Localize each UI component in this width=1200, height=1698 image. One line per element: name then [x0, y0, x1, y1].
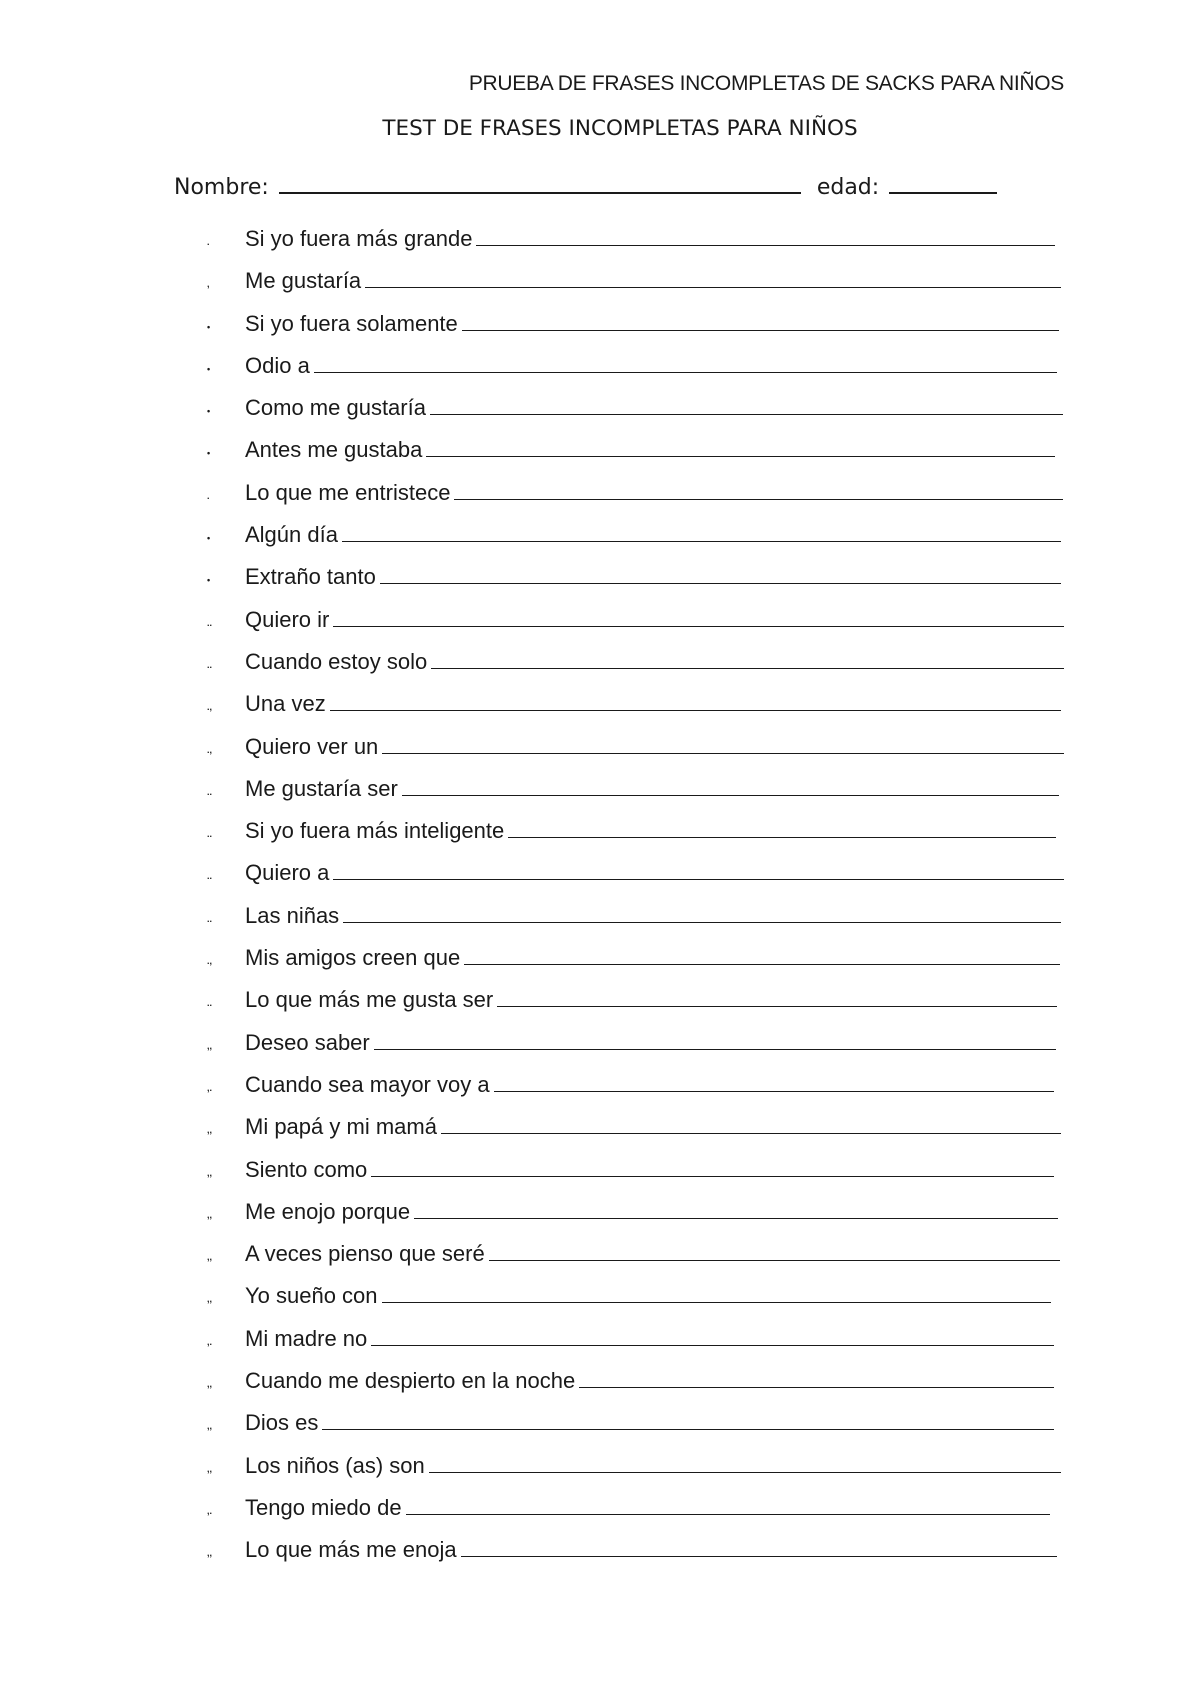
sentence-row	[245, 605, 1064, 635]
answer-blank-line	[508, 819, 1056, 838]
item-marker: ,,	[207, 1379, 213, 1390]
sentence-stem: Lo que más me enoja	[245, 1537, 457, 1563]
sentence-item	[0, 1239, 1200, 1281]
sentence-stem: Como me gustaría	[245, 395, 426, 421]
item-marker: ,,	[207, 1040, 213, 1051]
sentence-row	[245, 1451, 1061, 1481]
sentence-item	[0, 1324, 1200, 1366]
item-marker: .,	[207, 702, 213, 713]
answer-blank-line	[461, 1538, 1057, 1557]
answer-blank-line	[382, 1284, 1051, 1303]
item-marker: ,,	[207, 1548, 213, 1559]
answer-blank-line	[333, 861, 1064, 880]
item-marker: ,,	[207, 1463, 213, 1474]
sentence-stem: Si yo fuera más inteligente	[245, 818, 505, 844]
sentence-row	[245, 1324, 1054, 1354]
item-marker: ..	[207, 829, 213, 840]
answer-blank-line	[431, 650, 1064, 669]
sentence-row	[245, 1281, 1051, 1311]
sentence-item	[0, 1408, 1200, 1450]
sentence-row	[245, 1112, 1061, 1142]
item-marker: ,,	[207, 1421, 213, 1432]
sentence-item	[0, 309, 1200, 351]
sentence-item	[0, 1281, 1200, 1323]
sentence-row	[245, 393, 1063, 423]
sentence-item	[0, 478, 1200, 520]
item-marker: ,.	[207, 1082, 213, 1093]
answer-blank-line	[454, 481, 1063, 500]
sentence-item	[0, 1197, 1200, 1239]
answer-blank-line	[464, 946, 1060, 965]
sentence-item	[0, 520, 1200, 562]
sentence-stem: Si yo fuera solamente	[245, 310, 458, 336]
item-marker: ,,	[207, 1209, 213, 1220]
sentence-row	[245, 943, 1060, 973]
sentence-stem: Me gustaría ser	[245, 775, 398, 801]
sentence-row	[245, 435, 1055, 465]
sentence-item	[0, 1451, 1200, 1493]
answer-blank-line	[342, 523, 1061, 542]
sentence-row	[245, 689, 1061, 719]
item-marker: ..	[207, 659, 213, 670]
item-marker: ,,	[207, 1252, 213, 1263]
item-marker: ,	[207, 279, 210, 290]
sentence-item	[0, 858, 1200, 900]
sentence-stem: Lo que me entristece	[245, 479, 451, 505]
sentence-row	[245, 520, 1061, 550]
answer-blank-line	[333, 608, 1064, 627]
sentence-stem: Tengo miedo de	[245, 1494, 402, 1520]
answer-blank-line	[330, 692, 1061, 711]
sentence-stem: Mis amigos creen que	[245, 945, 461, 971]
sentence-item	[0, 943, 1200, 985]
sentence-stem: Me gustaría	[245, 268, 362, 294]
sentence-item	[0, 435, 1200, 477]
item-marker: ,,	[207, 1167, 213, 1178]
sentence-stem: Mi papá y mi mamá	[245, 1114, 437, 1140]
item-marker: •	[207, 363, 211, 374]
sentence-row	[245, 1239, 1060, 1269]
sentence-item	[0, 1366, 1200, 1408]
running-header: PRUEBA DE FRASES INCOMPLETAS DE SACKS PARA NIÑOS	[468, 72, 1064, 95]
sentence-row	[245, 901, 1061, 931]
item-marker: ,.	[207, 1505, 213, 1516]
document-title: TEST DE FRASES INCOMPLETAS PARA NIÑOS	[382, 116, 858, 141]
sentence-item	[0, 266, 1200, 308]
sentence-item	[0, 605, 1200, 647]
sentence-row	[245, 1070, 1054, 1100]
sentence-stem: A veces pienso que seré	[245, 1241, 485, 1267]
sentence-row	[245, 1155, 1054, 1185]
item-marker: ,,	[207, 1125, 213, 1136]
sentence-item	[0, 1155, 1200, 1197]
sentence-row	[245, 774, 1059, 804]
sentence-stem: Cuando sea mayor voy a	[245, 1071, 490, 1097]
item-marker: ..	[207, 786, 213, 797]
sentence-row	[245, 224, 1055, 254]
item-marker: .	[207, 490, 210, 501]
sentence-row	[245, 985, 1057, 1015]
sentence-item	[0, 774, 1200, 816]
sentence-item	[0, 901, 1200, 943]
sentence-item	[0, 1028, 1200, 1070]
sentence-stem: Una vez	[245, 691, 326, 717]
sentence-row	[245, 647, 1064, 677]
answer-blank-line	[365, 269, 1061, 288]
item-marker: •	[207, 321, 211, 332]
answer-blank-line	[406, 1496, 1050, 1515]
sentence-item	[0, 816, 1200, 858]
item-marker: ..	[207, 617, 213, 628]
answer-blank-line	[380, 565, 1061, 584]
answer-blank-line	[374, 1031, 1056, 1050]
answer-blank-line	[462, 312, 1059, 331]
sentence-stem: Antes me gustaba	[245, 437, 423, 463]
answer-blank-line	[343, 904, 1061, 923]
sentence-stem: Dios es	[245, 1410, 319, 1436]
sentence-row	[245, 1366, 1054, 1396]
sentence-item	[0, 1535, 1200, 1577]
answer-blank-line	[371, 1158, 1054, 1177]
sentence-stem: Mi madre no	[245, 1325, 368, 1351]
answer-blank-line	[579, 1369, 1054, 1388]
item-marker: ,,	[207, 1294, 213, 1305]
item-marker: •	[207, 406, 211, 417]
sentence-row	[245, 478, 1063, 508]
answer-blank-line	[414, 1200, 1058, 1219]
sentence-stem: Odio a	[245, 352, 310, 378]
item-marker: ..	[207, 998, 213, 1009]
answer-blank-line	[382, 735, 1064, 754]
item-marker: .,	[207, 956, 213, 967]
sentence-row	[245, 1028, 1056, 1058]
answer-blank-line	[429, 1454, 1061, 1473]
answer-blank-line	[494, 1073, 1054, 1092]
answer-blank-line	[476, 227, 1055, 246]
sentence-item	[0, 647, 1200, 689]
sentence-list	[0, 224, 1200, 1578]
sentence-stem: Deseo saber	[245, 1029, 370, 1055]
item-marker: •	[207, 575, 211, 586]
item-marker: ,.	[207, 1336, 213, 1347]
answer-blank-line	[426, 438, 1055, 457]
answer-blank-line	[497, 988, 1057, 1007]
sentence-stem: Lo que más me gusta ser	[245, 987, 494, 1013]
item-marker: .,	[207, 744, 213, 755]
item-marker: ..	[207, 913, 213, 924]
sentence-item	[0, 1112, 1200, 1154]
sentence-item	[0, 393, 1200, 435]
answer-blank-line	[441, 1115, 1061, 1134]
sentence-row	[245, 1493, 1050, 1523]
name-blank-line	[279, 172, 801, 194]
answer-blank-line	[430, 396, 1063, 415]
sentence-item	[0, 1493, 1200, 1535]
item-marker: •	[207, 533, 211, 544]
sentence-stem: Extraño tanto	[245, 564, 376, 590]
sentence-stem: Algún día	[245, 522, 338, 548]
answer-blank-line	[314, 354, 1057, 373]
sentence-row	[245, 266, 1061, 296]
sentence-row	[245, 1197, 1058, 1227]
sentence-stem: Si yo fuera más grande	[245, 226, 473, 251]
sentence-item	[0, 562, 1200, 604]
sentence-item	[0, 985, 1200, 1027]
sentence-stem: Me enojo porque	[245, 1198, 411, 1224]
sentence-item	[0, 732, 1200, 774]
sentence-stem: Los niños (as) son	[245, 1452, 425, 1478]
sentence-stem: Siento como	[245, 1156, 368, 1182]
sentence-row	[245, 858, 1064, 888]
item-marker: ..	[207, 871, 213, 882]
sentence-stem: Quiero a	[245, 860, 330, 886]
sentence-stem: Quiero ver un	[245, 733, 379, 759]
answer-blank-line	[489, 1242, 1060, 1261]
sentence-item	[0, 224, 1200, 266]
sentence-row	[245, 1408, 1054, 1438]
sentence-stem: Cuando estoy solo	[245, 648, 428, 674]
sentence-stem: Las niñas	[245, 902, 340, 928]
sentence-row	[245, 562, 1061, 592]
item-marker: .	[207, 237, 210, 247]
answer-blank-line	[322, 1411, 1054, 1430]
sentence-row	[245, 351, 1057, 381]
answer-blank-line	[371, 1327, 1054, 1346]
sentence-stem: Cuando me despierto en la noche	[245, 1368, 576, 1394]
sentence-row	[245, 816, 1056, 846]
name-age-row	[174, 172, 997, 200]
sentence-stem: Quiero ir	[245, 606, 330, 632]
age-label: edad:	[816, 175, 880, 200]
sentence-item	[0, 1070, 1200, 1112]
item-marker: •	[207, 448, 211, 459]
answer-blank-line	[402, 777, 1059, 796]
age-blank-line	[889, 172, 997, 194]
name-label: Nombre:	[174, 175, 269, 200]
sentence-row	[245, 309, 1059, 339]
sentence-row	[245, 732, 1064, 762]
sentence-stem: Yo sueño con	[245, 1283, 378, 1309]
sentence-row	[245, 1535, 1057, 1565]
sentence-item	[0, 351, 1200, 393]
sentence-item	[0, 689, 1200, 731]
